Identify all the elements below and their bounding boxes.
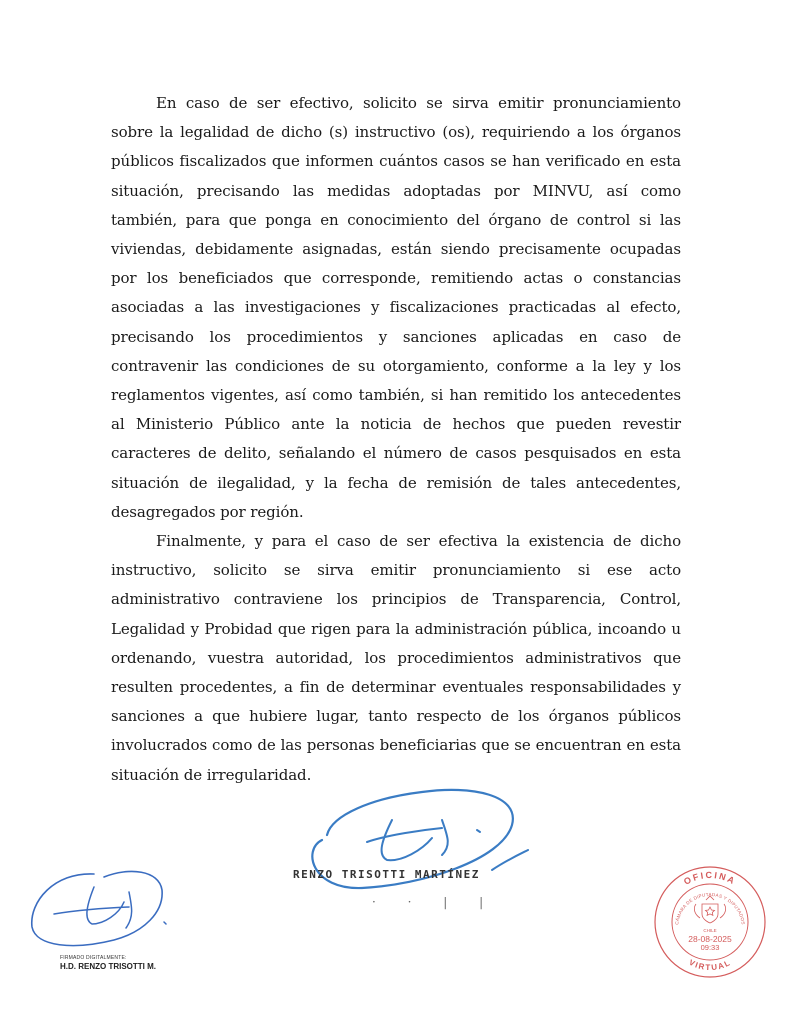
digital-signature-name: H.D. RENZO TRISOTTI M.	[60, 962, 156, 971]
office-stamp	[652, 864, 768, 980]
digital-signature-caption: FIRMADO DIGITALMENTE:	[60, 955, 127, 961]
stamp-top-text: OFICINA	[682, 869, 738, 887]
signer-name: RENZO TRISOTTI MARTÍNEZ	[293, 868, 480, 881]
stamp-time: 09:33	[700, 943, 720, 952]
body-text	[111, 89, 681, 790]
stamp-bottom-text: VIRTUAL	[687, 957, 733, 973]
signer-marks: · · | |	[372, 895, 498, 909]
stamp-country: CHILE	[703, 928, 717, 933]
stamp-date: 28-08-2025	[688, 934, 732, 944]
digital-signature-image	[24, 862, 174, 952]
paragraph-request: En caso de ser efectivo, solicito se sirva emitir pronunciamiento sobre la legalidad de dicho (s) instructivo (os), requiriendo a los órganos públicos fiscalizados que informen cuántos casos se han verificado en esta situación, precisando las medidas adoptadas por MINVU, así como también, para que ponga en conocimiento del órgano de control si las viviendas, debidamente asignadas, están siendo precisamente ocupadas por los beneficiados que corresponde, remitiendo actas o constancias asociadas a las investigaciones y fiscalizaciones practicadas al efecto, precisando los procedimientos y sanciones aplicadas en caso de contravenir las condiciones de su otorgamiento, conforme a la ley y los reglamentos vigentes, así como también, si han remitido los antecedentes al Ministerio Público ante la noticia de hechos que pueden revestir caracteres de delito, señalando el número de casos pesquisados en esta situación de ilegalidad, y la fecha de remisión de tales antecedentes, desagregados por región.	[111, 94, 681, 521]
stamp-ring-text: CÁMARA DE DIPUTADAS Y DIPUTADOS	[674, 891, 746, 926]
handwritten-signature	[292, 780, 532, 900]
coat-of-arms-icon	[694, 896, 725, 923]
paragraph-finally: Finalmente, y para el caso de ser efectiva la existencia de dicho instructivo, solicito se sirva emitir pronunciamiento si ese acto administrativo contraviene los principios de Transparencia, Control, Legalidad y Probidad que rigen para la administración pública, incoando u ordenando, vuestra autoridad, los procedimientos administrativos que resulten procedentes, a fin de determinar eventuales responsabilidades y sanciones a que hubiere lugar, tanto respecto de los órganos públicos involucrados como de las personas beneficiarias que se encuentran en esta situación de irregularidad.	[111, 532, 681, 784]
